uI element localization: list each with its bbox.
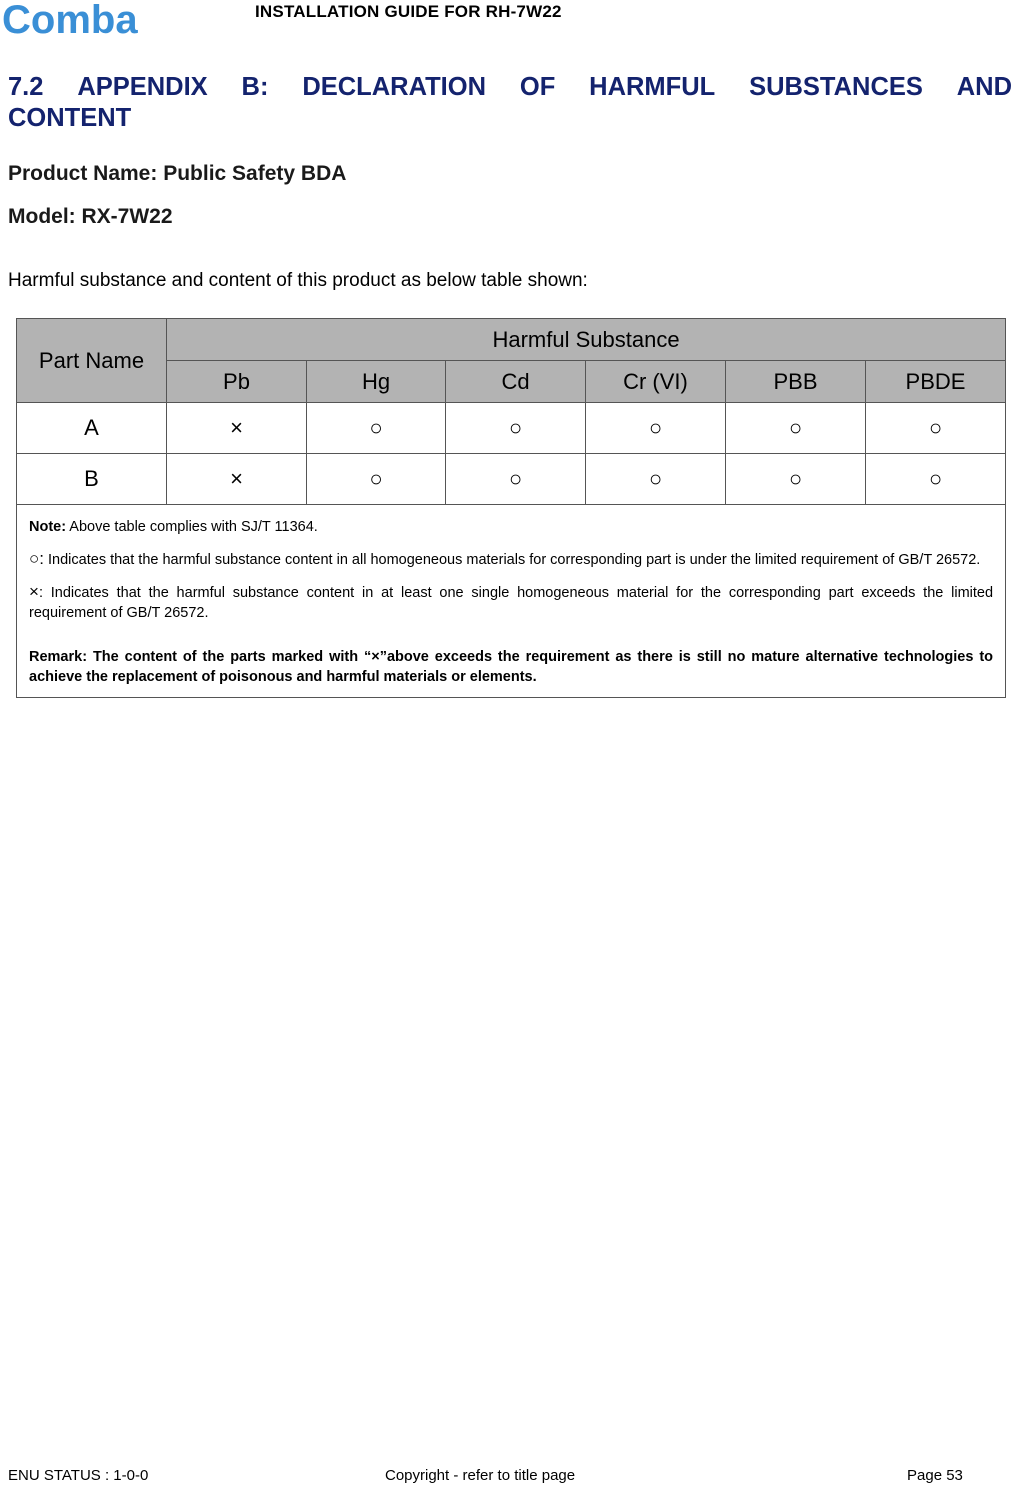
- value-cell: ○: [866, 454, 1006, 505]
- column-header: Cr (VI): [586, 361, 726, 403]
- column-header: PBB: [726, 361, 866, 403]
- model: Model: RX-7W22: [8, 205, 173, 228]
- harmful-substance-table: [16, 318, 1006, 698]
- footer-page-number: Page 53: [907, 1467, 963, 1484]
- header-title: INSTALLATION GUIDE FOR RH-7W22: [255, 2, 562, 21]
- harmful-substance-header: Harmful Substance: [167, 319, 1006, 361]
- section-title-word: OF: [519, 73, 556, 101]
- circle-legend: [29, 549, 993, 570]
- section-title-word: DECLARATION: [302, 73, 487, 101]
- value-cell: ×: [167, 454, 307, 505]
- notes-cell: [17, 505, 1006, 698]
- section-title-line2: CONTENT: [8, 104, 132, 132]
- cross-symbol: ×: [29, 582, 39, 601]
- footer-copyright: Copyright - refer to title page: [385, 1467, 576, 1484]
- product-name: Product Name: Public Safety BDA: [8, 162, 347, 185]
- section-title-line1: [8, 72, 1012, 103]
- value-cell: ○: [586, 454, 726, 505]
- value-cell: ○: [446, 403, 586, 454]
- comba-logo: [0, 0, 182, 40]
- column-header: Pb: [167, 361, 307, 403]
- value-cell: ○: [866, 403, 1006, 454]
- section-title: [8, 72, 1012, 134]
- cross-legend: [29, 582, 993, 623]
- value-cell: ○: [726, 454, 866, 505]
- section-title-word: SUBSTANCES: [749, 73, 923, 101]
- value-cell: ○: [586, 403, 726, 454]
- section-title-word: B:: [241, 73, 269, 101]
- logo-text: Comba: [2, 0, 138, 40]
- part-name-header: Part Name: [17, 319, 167, 403]
- remark: Remark: The content of the parts marked with “×”above exceeds the requirement as there is still no mature alternative technologies to achieve the replacement of poisonous and harmful materials or elements.: [29, 649, 994, 685]
- column-header: PBDE: [866, 361, 1006, 403]
- section-title-word: AND: [956, 73, 1012, 101]
- value-cell: ○: [307, 454, 446, 505]
- part-cell: A: [17, 403, 167, 454]
- table-row: [17, 454, 1006, 505]
- value-cell: ×: [167, 403, 307, 454]
- value-cell: ○: [446, 454, 586, 505]
- table-row: [17, 403, 1006, 454]
- value-cell: ○: [726, 403, 866, 454]
- section-title-word: HARMFUL: [589, 73, 716, 101]
- footer-status: ENU STATUS : 1-0-0: [8, 1467, 149, 1484]
- section-title-word: 7.2: [8, 73, 44, 101]
- column-header: Hg: [307, 361, 446, 403]
- circle-legend-text: Indicates that the harmful substance content in all homogeneous materials for corresponding part is under the limited requirement of GB/T 26572.: [44, 552, 981, 568]
- value-cell: ○: [307, 403, 446, 454]
- column-header: Cd: [446, 361, 586, 403]
- intro-text: Harmful substance and content of this product as below table shown:: [8, 270, 588, 291]
- note-line: [29, 517, 993, 537]
- note-label: Note:: [29, 519, 67, 535]
- note-text: Above table complies with SJ/T 11364.: [66, 519, 318, 535]
- section-title-word: APPENDIX: [77, 73, 208, 101]
- cross-legend-text: : Indicates that the harmful substance content in at least one single homogeneous material for the corresponding part exceeds the limited requirement of GB/T 26572.: [29, 585, 994, 621]
- circle-symbol: ○:: [29, 549, 44, 568]
- part-cell: B: [17, 454, 167, 505]
